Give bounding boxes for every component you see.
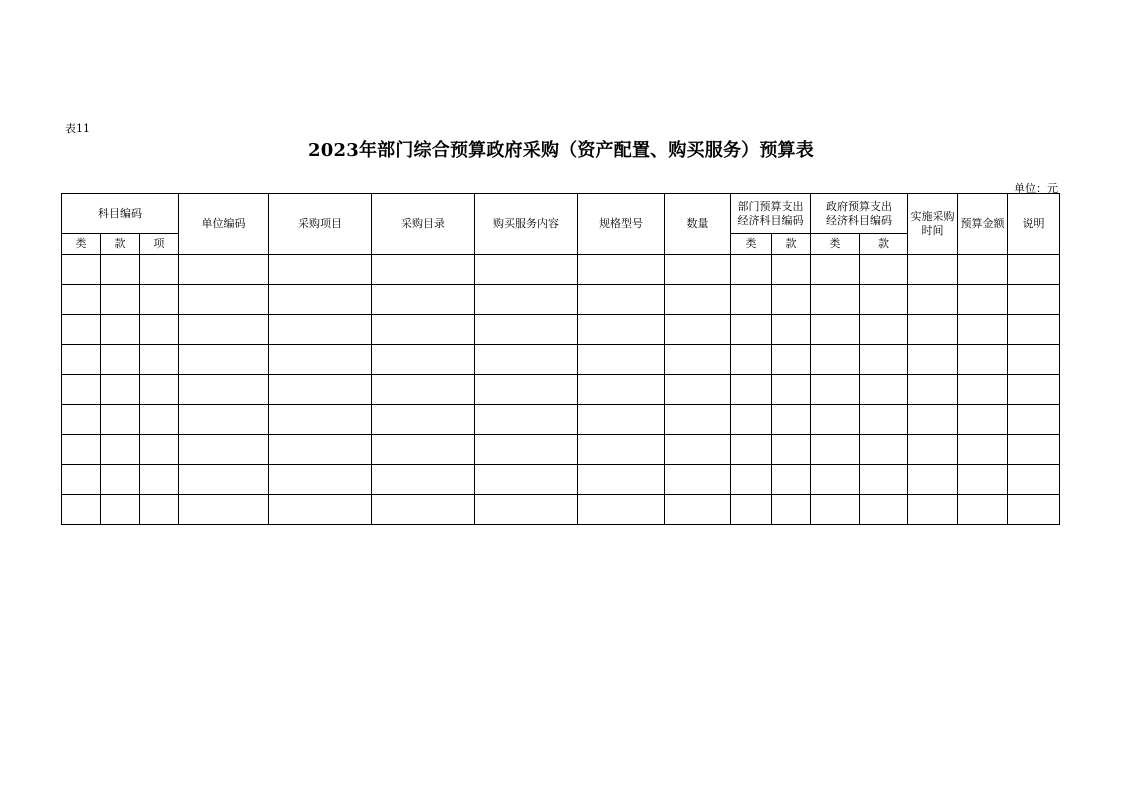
table-cell xyxy=(62,375,101,405)
table-cell xyxy=(475,375,578,405)
table-cell xyxy=(372,315,475,345)
header-sub-xiang: 项 xyxy=(140,234,179,255)
table-cell xyxy=(372,405,475,435)
table-cell xyxy=(908,405,958,435)
table-row xyxy=(62,465,1060,495)
table-cell xyxy=(811,465,860,495)
table-row xyxy=(62,405,1060,435)
table-cell xyxy=(860,345,908,375)
table-cell xyxy=(958,285,1008,315)
table-cell xyxy=(958,315,1008,345)
table-cell xyxy=(908,375,958,405)
header-sub-kuan: 款 xyxy=(101,234,140,255)
table-cell xyxy=(811,255,860,285)
header-service-content: 购买服务内容 xyxy=(475,194,578,255)
table-cell xyxy=(269,435,372,465)
table-cell xyxy=(811,375,860,405)
table-cell xyxy=(860,375,908,405)
table-cell xyxy=(578,345,665,375)
table-cell xyxy=(269,345,372,375)
table-cell xyxy=(475,435,578,465)
table-cell xyxy=(731,315,772,345)
table-cell xyxy=(958,375,1008,405)
table-cell xyxy=(731,435,772,465)
table-cell xyxy=(731,345,772,375)
header-dept-kuan: 款 xyxy=(772,234,811,255)
table-cell xyxy=(578,285,665,315)
table-cell xyxy=(1008,405,1060,435)
table-row xyxy=(62,315,1060,345)
table-cell xyxy=(101,495,140,525)
table-cell xyxy=(1008,375,1060,405)
table-cell xyxy=(665,495,731,525)
table-cell xyxy=(179,465,269,495)
table-cell xyxy=(101,315,140,345)
table-cell xyxy=(578,375,665,405)
table-cell xyxy=(772,375,811,405)
table-cell xyxy=(269,405,372,435)
table-cell xyxy=(665,315,731,345)
header-dept-econ-line2: 经济科目编码 xyxy=(737,213,804,227)
table-cell xyxy=(811,435,860,465)
table-cell xyxy=(475,345,578,375)
table-cell xyxy=(140,315,179,345)
table-cell xyxy=(908,465,958,495)
table-cell xyxy=(772,345,811,375)
table-cell xyxy=(665,375,731,405)
table-cell xyxy=(958,435,1008,465)
table-cell xyxy=(578,435,665,465)
header-dept-econ-line1: 部门预算支出 xyxy=(737,199,804,213)
table-cell xyxy=(179,255,269,285)
table-cell xyxy=(62,285,101,315)
table-cell xyxy=(731,375,772,405)
table-cell xyxy=(372,495,475,525)
table-cell xyxy=(908,495,958,525)
table-cell xyxy=(62,495,101,525)
table-cell xyxy=(179,495,269,525)
table-cell xyxy=(772,465,811,495)
header-row-1 xyxy=(62,194,1060,234)
table-cell xyxy=(665,345,731,375)
table-cell xyxy=(475,315,578,345)
table-cell xyxy=(101,285,140,315)
table-cell xyxy=(62,345,101,375)
table-cell xyxy=(140,495,179,525)
table-cell xyxy=(179,375,269,405)
table-cell xyxy=(140,435,179,465)
table-cell xyxy=(578,255,665,285)
table-cell xyxy=(665,285,731,315)
table-cell xyxy=(101,255,140,285)
table-cell xyxy=(665,435,731,465)
table-cell xyxy=(179,285,269,315)
table-cell xyxy=(269,285,372,315)
header-dept-lei: 类 xyxy=(731,234,772,255)
table-cell xyxy=(179,405,269,435)
table-cell xyxy=(475,405,578,435)
header-gov-econ-line1: 政府预算支出 xyxy=(826,199,892,213)
header-impl-time-line1: 实施采购 xyxy=(910,210,955,223)
unit-label: 单位：元 xyxy=(1014,182,1058,195)
table-cell xyxy=(665,405,731,435)
header-impl-time xyxy=(908,194,958,255)
table-cell xyxy=(860,255,908,285)
table-cell xyxy=(372,465,475,495)
header-sub-lei: 类 xyxy=(62,234,101,255)
header-dept-econ-code xyxy=(731,194,811,234)
table-cell xyxy=(101,345,140,375)
table-cell xyxy=(908,255,958,285)
table-cell xyxy=(1008,255,1060,285)
table-cell xyxy=(772,315,811,345)
table-cell xyxy=(269,465,372,495)
table-cell xyxy=(269,495,372,525)
table-cell xyxy=(1008,315,1060,345)
table-cell xyxy=(811,405,860,435)
table-cell xyxy=(269,255,372,285)
table-cell xyxy=(811,345,860,375)
table-cell xyxy=(372,345,475,375)
header-gov-econ-line2: 经济科目编码 xyxy=(826,213,892,227)
table-row xyxy=(62,435,1060,465)
table-cell xyxy=(578,465,665,495)
table-cell xyxy=(772,435,811,465)
table-cell xyxy=(860,495,908,525)
table-cell xyxy=(140,345,179,375)
header-quantity: 数量 xyxy=(665,194,731,255)
table-cell xyxy=(958,255,1008,285)
header-procurement-catalog: 采购目录 xyxy=(372,194,475,255)
header-impl-time-line2: 时间 xyxy=(921,224,944,237)
table-cell xyxy=(908,285,958,315)
table-cell xyxy=(731,465,772,495)
table-cell xyxy=(578,405,665,435)
table-cell xyxy=(179,315,269,345)
table-cell xyxy=(62,435,101,465)
table-cell xyxy=(772,495,811,525)
header-subject-code: 科目编码 xyxy=(62,194,179,234)
table-cell xyxy=(62,315,101,345)
table-cell xyxy=(811,315,860,345)
table-cell xyxy=(772,255,811,285)
table-cell xyxy=(731,255,772,285)
table-cell xyxy=(269,315,372,345)
table-cell xyxy=(860,285,908,315)
table-cell xyxy=(731,285,772,315)
table-cell xyxy=(140,465,179,495)
header-spec-model: 规格型号 xyxy=(578,194,665,255)
header-unit-code: 单位编码 xyxy=(179,194,269,255)
table-row xyxy=(62,285,1060,315)
table-cell xyxy=(731,405,772,435)
table-cell xyxy=(1008,495,1060,525)
table-cell xyxy=(958,345,1008,375)
table-cell xyxy=(475,255,578,285)
table-cell xyxy=(372,435,475,465)
table-cell xyxy=(908,345,958,375)
table-cell xyxy=(101,435,140,465)
table-row xyxy=(62,375,1060,405)
table-cell xyxy=(140,255,179,285)
table-cell xyxy=(908,435,958,465)
header-gov-kuan: 款 xyxy=(860,234,908,255)
table-cell xyxy=(1008,465,1060,495)
table-cell xyxy=(372,255,475,285)
table-cell xyxy=(475,285,578,315)
table-cell xyxy=(811,495,860,525)
table-row xyxy=(62,255,1060,285)
header-remarks: 说明 xyxy=(1008,194,1060,255)
table-cell xyxy=(772,405,811,435)
table-cell xyxy=(860,465,908,495)
table-cell xyxy=(101,405,140,435)
table-cell xyxy=(62,405,101,435)
table-cell xyxy=(140,285,179,315)
page-title: 2023年部门综合预算政府采购（资产配置、购买服务）预算表 xyxy=(308,140,814,161)
table-cell xyxy=(731,495,772,525)
table-cell xyxy=(958,495,1008,525)
table-cell xyxy=(62,465,101,495)
table-cell xyxy=(475,465,578,495)
table-cell xyxy=(860,315,908,345)
table-cell xyxy=(372,375,475,405)
table-number: 表11 xyxy=(65,122,90,135)
table-cell xyxy=(958,465,1008,495)
table-cell xyxy=(578,315,665,345)
header-budget-amount: 预算金额 xyxy=(958,194,1008,255)
table-cell xyxy=(101,465,140,495)
table-cell xyxy=(101,375,140,405)
table-cell xyxy=(372,285,475,315)
table-cell xyxy=(860,435,908,465)
table-cell xyxy=(475,495,578,525)
table-cell xyxy=(140,405,179,435)
table-cell xyxy=(958,405,1008,435)
table-cell xyxy=(179,435,269,465)
table-cell xyxy=(665,465,731,495)
table-cell xyxy=(179,345,269,375)
table-cell xyxy=(811,285,860,315)
table-cell xyxy=(1008,285,1060,315)
table-cell xyxy=(62,255,101,285)
table-row xyxy=(62,495,1060,525)
header-procurement-item: 采购项目 xyxy=(269,194,372,255)
table-cell xyxy=(772,285,811,315)
table-cell xyxy=(269,375,372,405)
table-cell xyxy=(860,405,908,435)
table-cell xyxy=(665,255,731,285)
table-cell xyxy=(578,495,665,525)
table-row xyxy=(62,345,1060,375)
table-cell xyxy=(1008,435,1060,465)
table-cell xyxy=(140,375,179,405)
table-cell xyxy=(1008,345,1060,375)
header-gov-lei: 类 xyxy=(811,234,860,255)
budget-table xyxy=(61,193,1060,525)
header-gov-econ-code xyxy=(811,194,908,234)
table-cell xyxy=(908,315,958,345)
